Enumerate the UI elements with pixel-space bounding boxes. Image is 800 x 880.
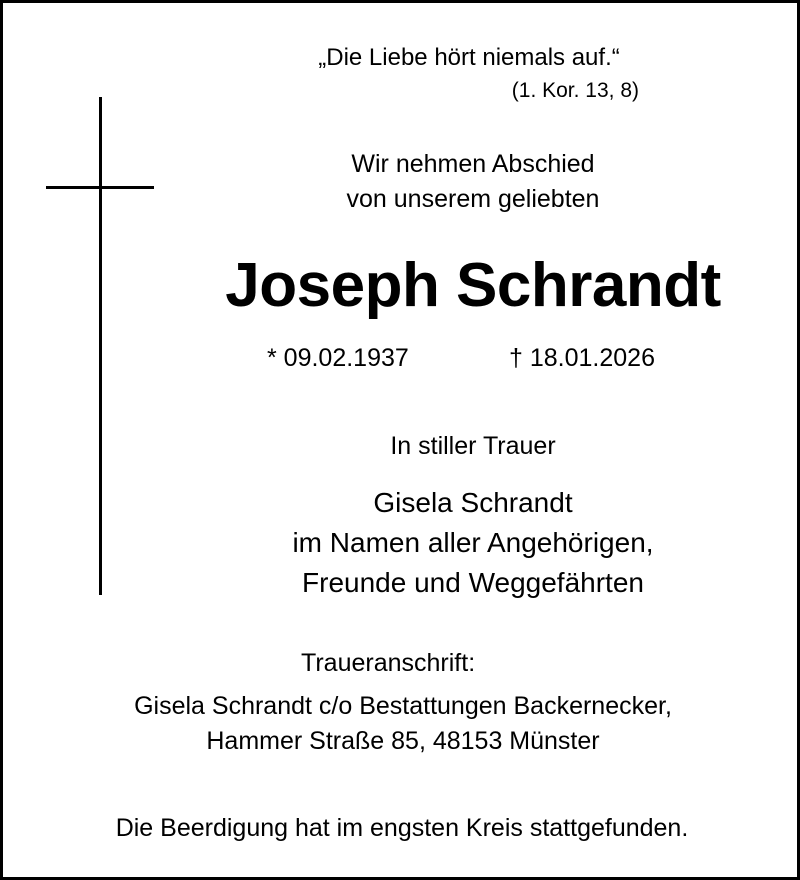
intro-line-1: Wir nehmen Abschied xyxy=(351,150,595,178)
quote-reference: (1. Kor. 13, 8) xyxy=(511,79,639,102)
mourning-phrase: In stiller Trauer xyxy=(390,432,556,460)
bible-quote: „Die Liebe hört niemals auf.“ xyxy=(318,44,620,71)
intro-line-2: von unserem geliebten xyxy=(346,185,600,213)
cross-icon-horizontal-bar xyxy=(46,186,154,189)
deceased-name: Joseph Schrandt xyxy=(225,251,721,320)
address-line-1: Gisela Schrandt c/o Bestattungen Backernecker, xyxy=(134,692,672,720)
signatory-line: Freunde und Weggefährten xyxy=(302,567,644,598)
birth-date: * 09.02.1937 xyxy=(267,344,409,372)
signatory-line: im Namen aller Angehörigen, xyxy=(292,527,654,558)
address-line-2: Hammer Straße 85, 48153 Münster xyxy=(206,727,600,755)
cross-icon-vertical-bar xyxy=(99,97,102,595)
death-date: † 18.01.2026 xyxy=(509,344,655,372)
address-label: Traueranschrift: xyxy=(301,649,476,677)
burial-note: Die Beerdigung hat im engsten Kreis stattgefunden. xyxy=(115,814,689,842)
signatory-line: Gisela Schrandt xyxy=(373,487,573,518)
